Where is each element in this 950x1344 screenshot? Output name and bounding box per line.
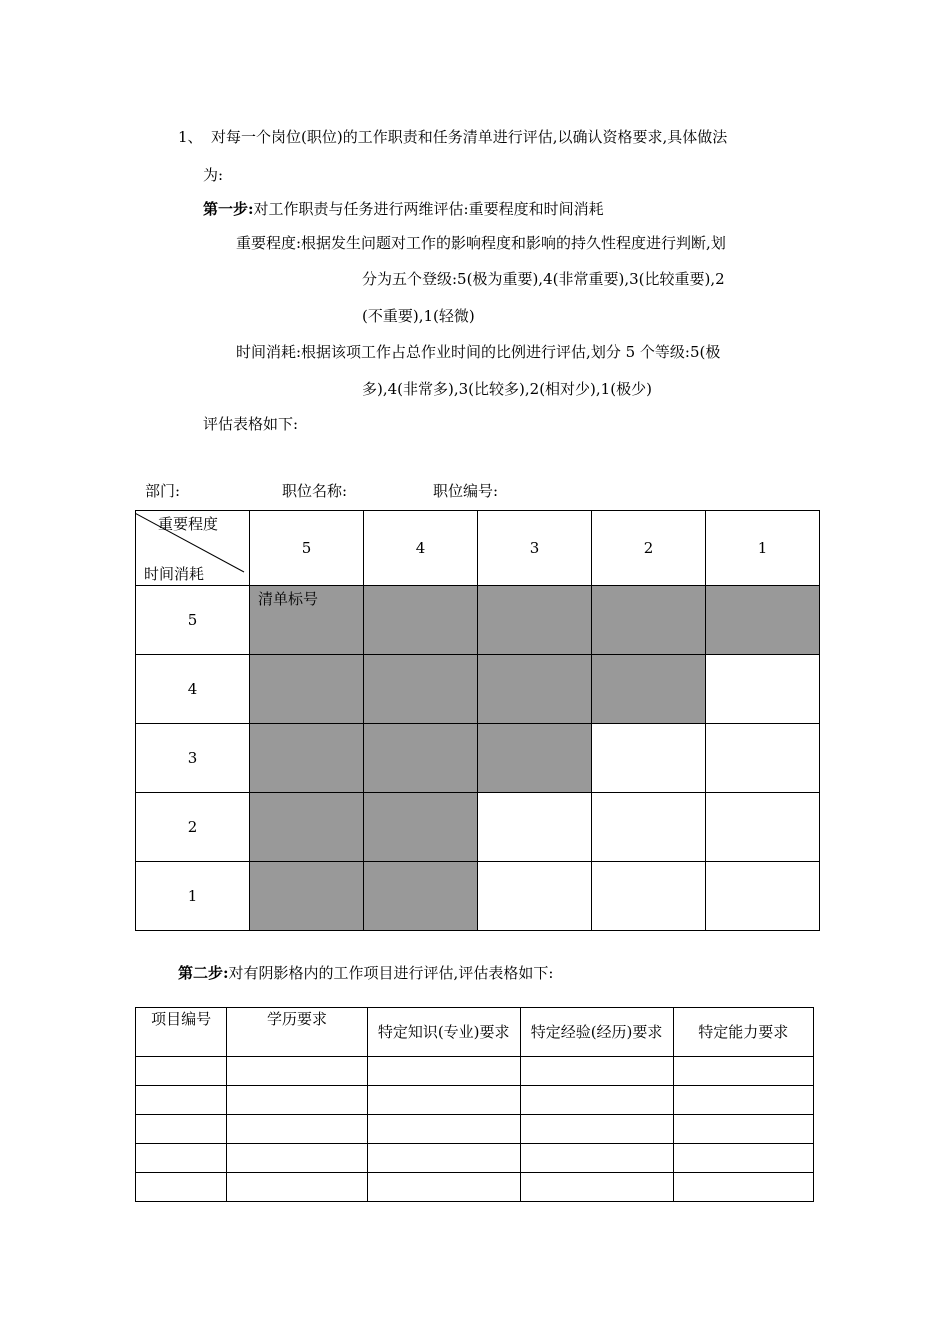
time-line-2: 多),4(非常多),3(比较多),2(相对少),1(极少) [362, 380, 652, 398]
matrix-row [136, 655, 820, 724]
matrix-cell [706, 862, 820, 931]
matrix-col-header: 4 [364, 511, 478, 586]
matrix-cell-shaded [592, 586, 706, 655]
matrix-row-header: 2 [136, 793, 250, 862]
step1-text: 对工作职责与任务进行两维评估:重要程度和时间消耗 [253, 200, 604, 218]
step2-heading [178, 962, 553, 983]
table-cell[interactable] [227, 1086, 367, 1115]
table-cell[interactable] [520, 1086, 673, 1115]
table-cell[interactable] [367, 1115, 520, 1144]
table-cell[interactable] [367, 1057, 520, 1086]
matrix-cell-shaded [478, 655, 592, 724]
table-cell[interactable] [367, 1086, 520, 1115]
table-row [136, 1057, 814, 1086]
step2-text: 对有阴影格内的工作项目进行评估,评估表格如下: [228, 964, 554, 982]
table-cell[interactable] [520, 1057, 673, 1086]
matrix-cell-shaded [250, 793, 364, 862]
table-cell[interactable] [673, 1057, 813, 1086]
matrix-row-header: 4 [136, 655, 250, 724]
matrix-col-header: 2 [592, 511, 706, 586]
matrix-cell [478, 862, 592, 931]
header-experience: 特定经验(经历)要求 [520, 1008, 673, 1057]
matrix-row [136, 724, 820, 793]
dept-label: 部门: [145, 482, 181, 500]
matrix-cell-shaded [364, 586, 478, 655]
matrix-cell [592, 862, 706, 931]
matrix-cell [592, 724, 706, 793]
matrix-row-header: 3 [136, 724, 250, 793]
table-cell[interactable] [367, 1144, 520, 1173]
matrix-cell-shaded [706, 586, 820, 655]
table-cell[interactable] [136, 1144, 227, 1173]
form-note: 评估表格如下: [203, 415, 299, 433]
header-education: 学历要求 [227, 1008, 367, 1057]
corner-importance-label: 重要程度 [158, 515, 219, 533]
header-item-no: 项目编号 [136, 1008, 227, 1057]
table-cell[interactable] [227, 1144, 367, 1173]
table-cell[interactable] [673, 1115, 813, 1144]
table-cell[interactable] [227, 1057, 367, 1086]
assessment-matrix [135, 510, 820, 931]
intro-line-2: 为: [203, 166, 224, 184]
matrix-cell [706, 724, 820, 793]
importance-line-1: 重要程度:根据发生问题对工作的影响程度和影响的持久性程度进行判断,划 [236, 234, 726, 252]
cell-note: 清单标号 [258, 590, 319, 608]
position-name-label: 职位名称: [282, 482, 348, 500]
matrix-row [136, 862, 820, 931]
requirements-table [135, 1007, 814, 1202]
importance-line-3: (不重要),1(轻微) [362, 307, 475, 325]
matrix-cell-shaded [478, 586, 592, 655]
matrix-cell-shaded [364, 793, 478, 862]
matrix-cell-shaded [478, 724, 592, 793]
matrix-cell-shaded [250, 655, 364, 724]
matrix-cell-shaded [364, 724, 478, 793]
matrix-cell [706, 655, 820, 724]
intro-line-1: 对每一个岗位(职位)的工作职责和任务清单进行评估,以确认资格要求,具体做法 [211, 128, 728, 146]
corner-time-label: 时间消耗 [144, 565, 205, 583]
matrix-cell-shaded [250, 862, 364, 931]
table-cell[interactable] [520, 1173, 673, 1202]
table-cell[interactable] [520, 1144, 673, 1173]
table-cell[interactable] [673, 1144, 813, 1173]
matrix-header-row [136, 511, 820, 586]
step1-heading [203, 198, 604, 219]
matrix-cell [478, 793, 592, 862]
table-cell[interactable] [227, 1115, 367, 1144]
matrix-cell-shaded [592, 655, 706, 724]
step1-title: 第一步: [203, 200, 254, 218]
time-line-1: 时间消耗:根据该项工作占总作业时间的比例进行评估,划分 5 个等级:5(极 [236, 343, 721, 361]
table-cell[interactable] [136, 1086, 227, 1115]
matrix-row [136, 586, 820, 655]
matrix-cell-shaded [364, 655, 478, 724]
table-cell[interactable] [227, 1173, 367, 1202]
step2-title: 第二步: [178, 964, 229, 982]
table-cell[interactable] [673, 1086, 813, 1115]
header-knowledge: 特定知识(专业)要求 [367, 1008, 520, 1057]
table-row [136, 1144, 814, 1173]
matrix-cell-shaded [250, 586, 364, 655]
table-row [136, 1086, 814, 1115]
requirements-header-row [136, 1008, 814, 1057]
matrix-row-header: 5 [136, 586, 250, 655]
matrix-col-header: 1 [706, 511, 820, 586]
table-cell[interactable] [136, 1115, 227, 1144]
matrix-corner-cell [136, 511, 250, 586]
table-cell[interactable] [136, 1057, 227, 1086]
table-row [136, 1115, 814, 1144]
matrix-row [136, 793, 820, 862]
importance-line-2: 分为五个登级:5(极为重要),4(非常重要),3(比较重要),2 [362, 270, 725, 288]
matrix-col-header: 3 [478, 511, 592, 586]
table-cell[interactable] [520, 1115, 673, 1144]
position-no-label: 职位编号: [433, 482, 499, 500]
matrix-col-header: 5 [250, 511, 364, 586]
matrix-cell-shaded [250, 724, 364, 793]
header-ability: 特定能力要求 [673, 1008, 813, 1057]
intro-number: 1、 [178, 128, 203, 146]
matrix-cell [592, 793, 706, 862]
table-cell[interactable] [136, 1173, 227, 1202]
table-cell[interactable] [673, 1173, 813, 1202]
matrix-row-header: 1 [136, 862, 250, 931]
table-row [136, 1173, 814, 1202]
table-cell[interactable] [367, 1173, 520, 1202]
matrix-cell-shaded [364, 862, 478, 931]
matrix-cell [706, 793, 820, 862]
